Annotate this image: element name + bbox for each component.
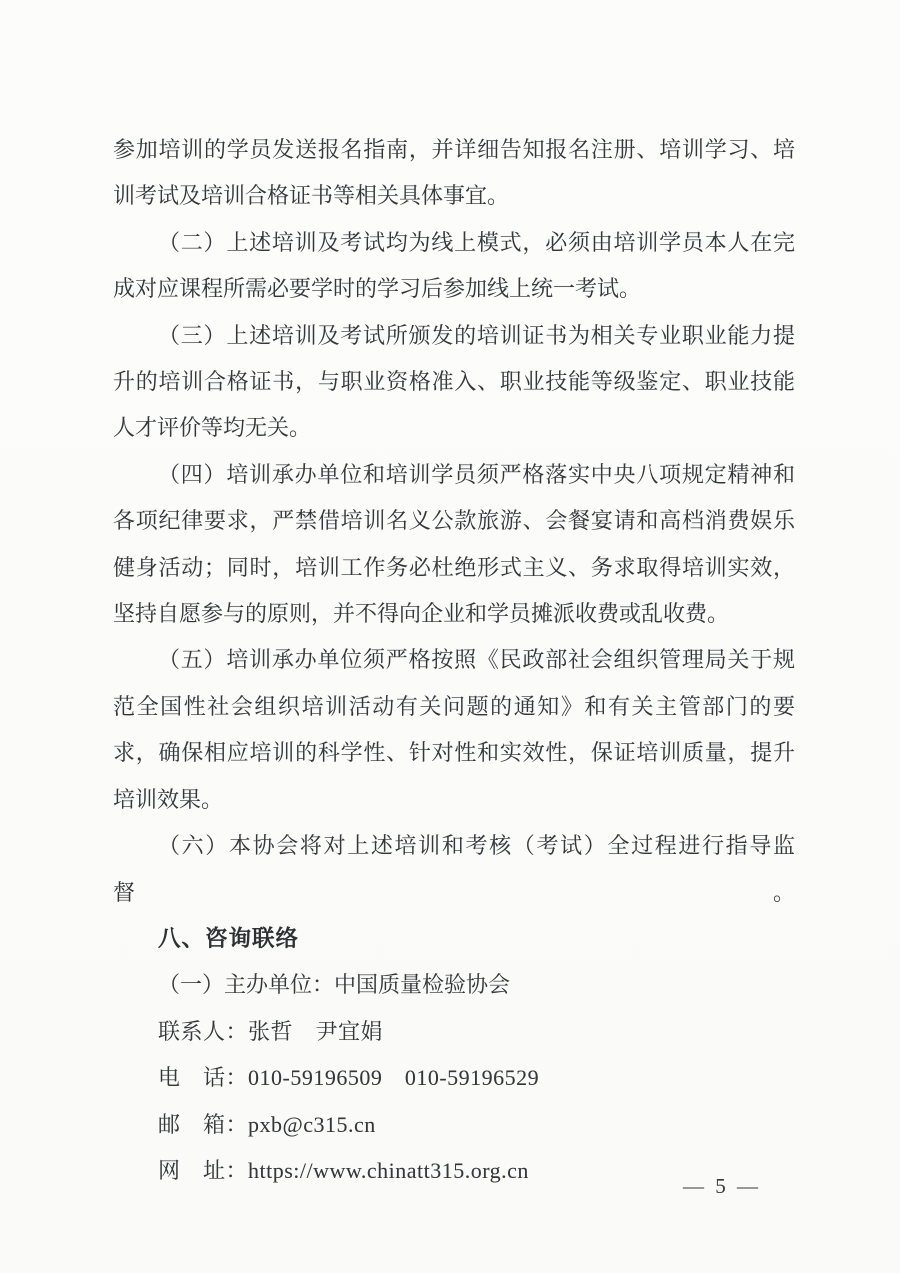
document-line: 训考试及培训合格证书等相关具体事宜。 xyxy=(113,183,510,209)
document-line: 参加培训的学员发送报名指南，并详细告知报名注册、培训学习、培 xyxy=(113,137,795,162)
section-heading: 八、咨询联络 xyxy=(158,925,300,951)
page-number: — 5 — xyxy=(683,1174,761,1198)
document-line: （三）上述培训及考试所颁发的培训证书为相关专业职业能力提 xyxy=(158,322,795,348)
document-line: 求，确保相应培训的科学性、针对性和实效性，保证培训质量，提升 xyxy=(113,740,795,766)
document-line: （四）培训承办单位和培训学员须严格落实中央八项规定精神和 xyxy=(158,461,795,487)
document-line: 范全国性社会组织培训活动有关问题的通知》和有关主管部门的要 xyxy=(113,693,795,719)
contact-person-line: 联系人：张哲 尹宜娟 xyxy=(158,1018,384,1044)
contact-phone-line: 电 话：010-59196509 010-59196529 xyxy=(158,1065,540,1091)
document-line: （一）主办单位：中国质量检验协会 xyxy=(158,972,511,998)
contact-url-line: 网 址：https://www.chinatt315.org.cn xyxy=(158,1157,529,1183)
document-body xyxy=(113,127,795,1194)
document-line: 培训效果。 xyxy=(113,786,224,812)
document-line: 升的培训合格证书，与职业资格准入、职业技能等级鉴定、职业技能 xyxy=(113,369,795,395)
document-line: 人才评价等均无关。 xyxy=(113,415,312,441)
document-line: 健身活动；同时，培训工作务必杜绝形式主义、务求取得培训实效， xyxy=(113,554,795,580)
document-line: （六）本协会将对上述培训和考核（考试）全过程进行指导监督。 xyxy=(113,833,795,905)
document-line: （五）培训承办单位须严格按照《民政部社会组织管理局关于规 xyxy=(158,647,795,673)
document-line: （二）上述培训及考试均为线上模式，必须由培训学员本人在完 xyxy=(158,229,795,255)
document-line: 各项纪律要求，严禁借培训名义公款旅游、会餐宴请和高档消费娱乐 xyxy=(113,508,795,534)
contact-email-line: 邮 箱：pxb@c315.cn xyxy=(158,1111,376,1137)
document-line: 成对应课程所需必要学时的学习后参加线上统一考试。 xyxy=(113,276,642,302)
document-line: 坚持自愿参与的原则，并不得向企业和学员摊派收费或乱收费。 xyxy=(113,601,730,627)
